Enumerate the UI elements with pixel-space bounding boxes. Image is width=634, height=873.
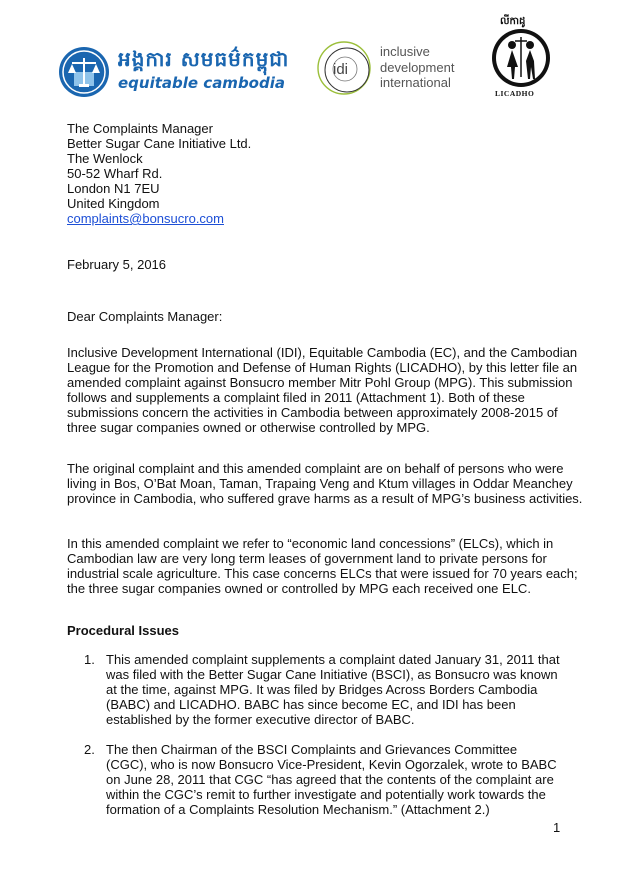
licadho-khmer-name: លីកាដូ xyxy=(500,16,526,27)
salutation: Dear Complaints Manager: xyxy=(67,309,223,324)
email-link[interactable]: complaints@bonsucro.com xyxy=(67,211,224,226)
address-line: The Wenlock xyxy=(67,151,143,166)
section-heading: Procedural Issues xyxy=(67,623,179,638)
list-item-text: This amended complaint supplements a complaint dated January 31, 2011 that was filed with the Better Sugar Cane Initiative (BSCI), as Bonsucro was known at the time, against MPG. It was filed by Bridges Across Borders Cambodia (BABC) and LICADHO. BABC has since become EC, and IDI has been established by the former executive director of BABC. xyxy=(106,652,560,727)
ec-khmer-name: អង្គការ សមធម៌កម្ពុជា xyxy=(118,47,290,71)
paragraph-elcs: In this amended complaint we refer to “economic land concessions” (ELCs), which in Cambodian law are very long term leases of government land to private persons for industrial scale agriculture. This case concerns ELCs that were issued for 70 years each; the three sugar companies owned or controlled by MPG each received one ELC. xyxy=(67,536,578,596)
equitable-cambodia-logo xyxy=(58,40,290,100)
idi-abbreviation: idi xyxy=(333,61,349,78)
paragraph-claimants: The original complaint and this amended complaint are on behalf of persons who were living in Bos, O’Bat Moan, Taman, Trapaing Veng and Ktum villages in Oddar Meanchey province in Cambodia, who suffered grave harms as a result of MPG’s business activities. xyxy=(67,461,583,506)
scales-of-justice-icon xyxy=(58,46,110,98)
page-number: 1 xyxy=(553,820,561,835)
address-line: London N1 7EU xyxy=(67,181,160,196)
idi-logo xyxy=(310,38,470,98)
address-line: 50-52 Wharf Rd. xyxy=(67,166,163,181)
address-line: United Kingdom xyxy=(67,196,160,211)
letter-date: February 5, 2016 xyxy=(67,257,167,272)
address-line: Better Sugar Cane Initiative Ltd. xyxy=(67,136,252,151)
idi-line-3: international xyxy=(380,75,451,90)
list-item-number: 1. xyxy=(84,652,95,667)
idi-line-2: development xyxy=(380,60,455,75)
overlapping-circles-icon xyxy=(310,38,380,100)
address-line: The Complaints Manager xyxy=(67,121,213,136)
list-item-number: 2. xyxy=(84,742,95,757)
ec-english-name: equitable cambodia xyxy=(118,74,285,92)
list-item-text: The then Chairman of the BSCI Complaints and Grievances Committee (CGC), who is now Bonsucro Vice-President, Kevin Ogorzalek, wrote to BABC on June 28, 2011 that CGC “has agreed that the contents of the complaint are within the CGC’s remit to further investigate and potentially work towards the formation of a Complaints Resolution Mechanism.” (Attachment 2.) xyxy=(106,742,557,817)
recipient-address xyxy=(67,121,251,226)
paragraph-intro: Inclusive Development International (IDI), Equitable Cambodia (EC), and the Cambodian League for the Promotion and Defense of Human Rights (LICADHO), by this letter file an amended complaint against Bonsucro member Mitr Pohl Group (MPG). This submission follows and supplements a complaint filed in 2011 (Attachment 1). Both of these submissions concern the activities in Cambodia between approximately 2008-2015 of three sugar companies owned or otherwise controlled by MPG. xyxy=(67,345,578,435)
idi-line-1: inclusive xyxy=(380,44,430,59)
licadho-emblem-icon xyxy=(490,27,552,89)
licadho-name: LICADHO xyxy=(495,89,535,98)
licadho-logo xyxy=(486,10,556,102)
